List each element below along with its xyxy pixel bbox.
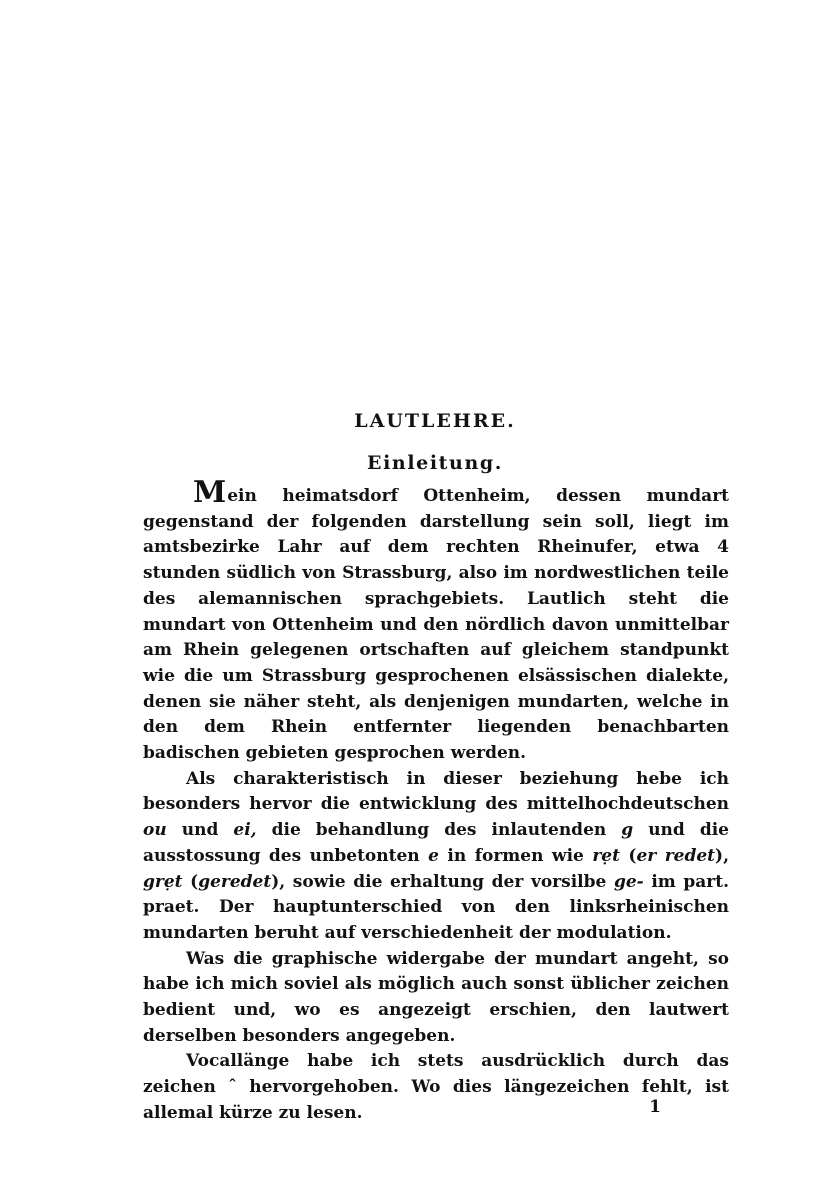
text-segment: (: [619, 845, 637, 866]
paragraph-4: Vocallänge habe ich stets ausdrücklich durch das zeichen ˆ hervorgehoben. Wo dies längezeichen fehlt, ist allemal kürze zu lesen.: [143, 1051, 729, 1123]
paragraph-1-text: ein heimatsdorf Ottenheim, dessen mundart gegenstand der folgenden darstellung sein soll, liegt im amtsbezirke Lahr auf dem rechten Rheinufer, etwa 4 stunden südlich von Strassburg, also im nordwestlichen teile des alemannischen sprachgebiets. Lautlich steht die mundart von Ottenheim und den nördlich davon unmittelbar am Rhein gelegenen ortschaften auf gleichem standpunkt wie die um Strassburg gesprochenen elsässischen dialekte, denen sie näher steht, als denjenigen mundarten, welche in den dem Rhein entfernter liegenden benachbarten badischen gebieten gesprochen werden.: [143, 486, 729, 764]
text-segment: die behandlung des inlautenden: [256, 820, 622, 841]
italic-term: geredet: [198, 871, 272, 892]
italic-term: grẹt: [143, 871, 183, 892]
section-heading: Einleitung.: [367, 452, 503, 474]
body-text: [143, 475, 730, 1127]
italic-term: ge-: [613, 871, 644, 892]
text-segment: und: [166, 820, 234, 841]
text-segment: ), sowie die erhaltung der vorsilbe: [271, 871, 614, 892]
text-segment: Als charakteristisch in dieser beziehung hebe ich besonders hervor die entwicklung des mittelhochdeutschen: [143, 768, 729, 815]
text-segment: ),: [715, 845, 729, 866]
text-segment: (: [182, 871, 199, 892]
chapter-title: LAUTLEHRE.: [354, 410, 516, 432]
italic-term: ou: [143, 820, 167, 841]
italic-term: e: [428, 845, 439, 866]
page-number: 1: [649, 1097, 661, 1117]
text-segment: in formen wie: [438, 845, 593, 866]
italic-term: g: [621, 820, 634, 841]
italic-term: er redet: [636, 845, 716, 866]
text-segment: und die ausstossung des unbetonten: [143, 820, 729, 866]
paragraph-1: [143, 475, 729, 767]
paragraph-3: Was die graphische widergabe der mundart angeht, so habe ich mich soviel als möglich auch sonst üblicher zeichen bedient und, wo es angezeigt erschien, den lautwert derselben besonders angegeben.: [143, 948, 729, 1046]
text-segment: im part. praet. Der hauptunterschied von den linksrheinischen mundarten beruht auf verschiedenheit der modulation.: [143, 871, 730, 943]
italic-term: ei,: [233, 820, 257, 841]
italic-term: rẹt: [592, 845, 620, 866]
drop-cap: M: [193, 475, 227, 510]
paragraph-2: [143, 767, 729, 947]
